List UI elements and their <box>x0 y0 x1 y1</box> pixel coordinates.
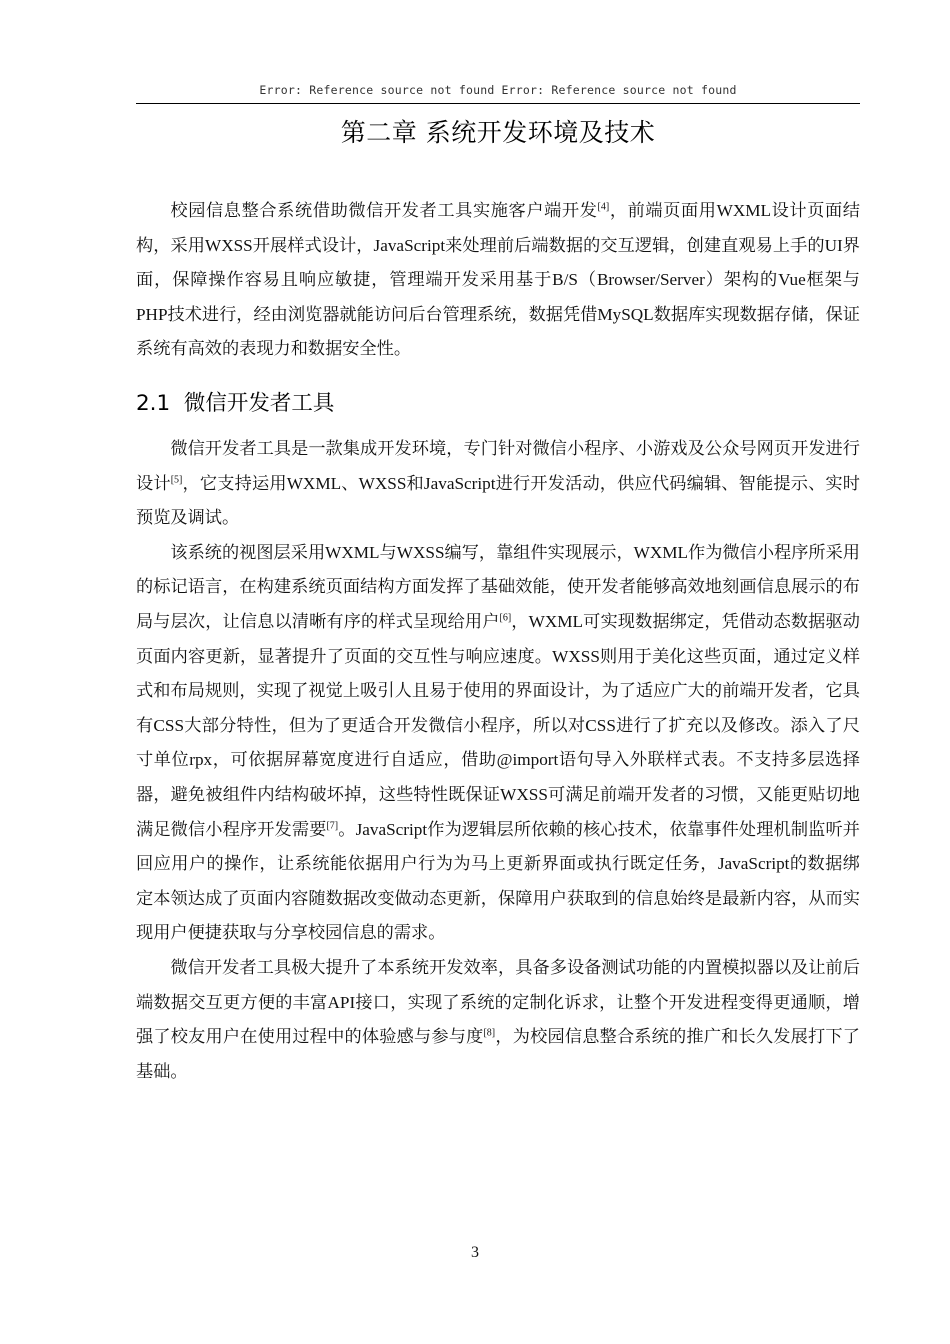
section-number: 2.1 <box>136 391 171 416</box>
text-run: ，它支持运用WXML、WXSS和JavaScript进行开发活动，供应代码编辑、智能提示、实时预览及调试。 <box>136 473 860 528</box>
intro-paragraph <box>136 194 860 367</box>
citation: [8] <box>483 1027 496 1039</box>
section-body <box>136 432 860 1089</box>
citation: [5] <box>170 473 183 485</box>
chapter-title: 第二章 系统开发环境及技术 <box>340 118 656 147</box>
text-run: 微信开发者工具是一款集成开发环境，专门针对微信小程序、小游戏及公众号网页开发进行设计 <box>136 439 860 493</box>
section-heading <box>136 386 334 417</box>
paragraph <box>136 536 860 951</box>
text-run: 。JavaScript作为逻辑层所依赖的核心技术，依靠事件处理机制监听并回应用户的操作，让系统能依据用户行为为马上更新界面或执行既定任务，JavaScript的数据绑定本领达成了页面内容随数据改变做动态更新，保障用户获取到的信息始终是最新内容，从而实现用户便捷获取与分享校园信息的需求。 <box>136 819 860 943</box>
text-run: 微信开发者工具极大提升了本系统开发效率，具备多设备测试功能的内置模拟器以及让前后端数据交互更方便的丰富API接口，实现了系统的定制化诉求，让整个开发进程变得更通顺，增强了校友用户在使用过程中的体验感与参与度 <box>136 957 860 1047</box>
citation: [4] <box>597 201 610 213</box>
text-run: 该系统的视图层采用WXML与WXSS编写，靠组件实现展示，WXML作为微信小程序所采用的标记语言，在构建系统页面结构方面发挥了基础效能，使开发者能够高效地刻画信息展示的布局与层次，让信息以清晰有序的样式呈现给用户 <box>136 542 860 631</box>
header-rule <box>136 103 860 104</box>
intro-body <box>136 194 860 367</box>
running-header: Error: Reference source not found Error: Reference source not found <box>259 83 737 97</box>
citation: [6] <box>499 612 512 624</box>
page-number: 3 <box>471 1244 479 1261</box>
paragraph <box>136 432 860 536</box>
text-run: 校园信息整合系统借助微信开发者工具实施客户端开发 <box>170 201 598 220</box>
text-run: ，前端页面用WXML设计页面结构，采用WXSS开展样式设计，JavaScript来处理前后端数据的交互逻辑，创建直观易上手的UI界面，保障操作容易且响应敏捷，管理端开发采用基于B/S（Browser/Server）架构的Vue框架与PHP技术进行，经由浏览器就能访问后台管理系统，数据凭借MySQL数据库实现数据存储，保证系统有高效的表现力和数据安全性。 <box>136 201 860 359</box>
text-run: ，为校园信息整合系统的推广和长久发展打下了基础。 <box>136 1027 860 1081</box>
citation: [7] <box>326 819 339 831</box>
text-run: ，WXML可实现数据绑定，凭借动态数据驱动页面内容更新，显著提升了页面的交互性与响应速度。WXSS则用于美化这些页面，通过定义样式和布局规则，实现了视觉上吸引人且易于使用的界面设计，为了适应广大的前端开发者，它具有CSS大部分特性，但为了更适合开发微信小程序，所以对CSS进行了扩充以及修改。添入了尺寸单位rpx，可依据屏幕宽度进行自适应，借助@import语句导入外联样式表。不支持多层选择器，避免被组件内结构破坏掉，这些特性既保证WXSS可满足前端开发者的习惯，又能更贴切地满足微信小程序开发需要 <box>136 611 860 839</box>
section-title: 微信开发者工具 <box>183 391 335 416</box>
paragraph <box>136 951 860 1089</box>
